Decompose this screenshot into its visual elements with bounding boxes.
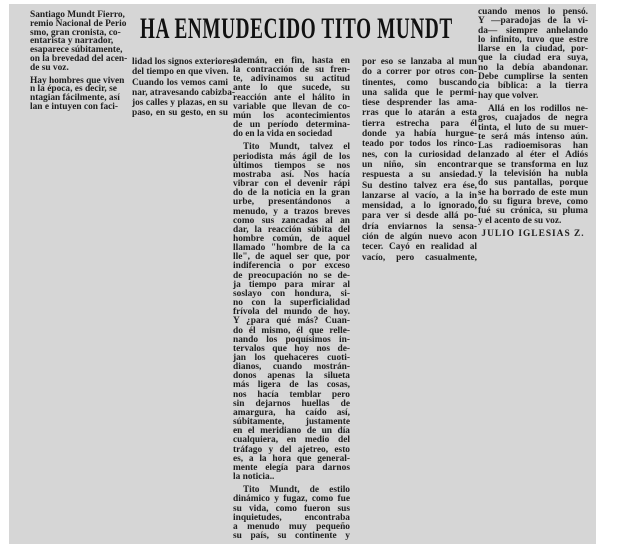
text-line: mente elegía para darnos [233, 462, 350, 473]
text-line: llamado "hombre de la ca [233, 243, 350, 254]
text-line: jos calles y plazas, en su [132, 98, 228, 109]
paragraph [30, 10, 128, 73]
text-line: se ha borrado de este mun [478, 187, 588, 198]
text-line: Cuando los vemos cami [132, 77, 228, 88]
text-line: cuando menos lo pensó. [478, 7, 588, 17]
text-line: entarista y narrador, [30, 36, 114, 47]
text-line: lanzado al éter el Adiós [478, 150, 588, 161]
text-line: hay que volver. [478, 90, 539, 101]
paragraph [233, 57, 350, 139]
text-line: no la debía abandonar. [478, 62, 588, 73]
text-line: por eso se lanzaba al mun [362, 57, 477, 67]
text-line: on la brevedad del acen- [30, 53, 128, 64]
text-line: tráfago y del ajetreo, esto [233, 444, 350, 455]
text-line: inquietudes, encontraba [233, 512, 350, 523]
text-line: Debe cumplirse la senten [478, 72, 588, 83]
paragraph [478, 105, 588, 226]
text-line: en el meridiano de un día [233, 426, 350, 437]
text-line: Y —paradojas de la vi- [478, 16, 588, 27]
text-line: esaparece súbitamente, [30, 45, 123, 56]
text-line: frívola del mundo de hoy. [233, 307, 350, 318]
text-line: Tito Mundt, talvez el [243, 142, 350, 153]
text-line: lanzarse al vacío, a la in [362, 190, 477, 201]
text-line: ja tiempo para mirar al [233, 279, 350, 290]
text-line: ademán, en fin, hasta en [233, 56, 350, 66]
text-line: gros, cuajados de negra [478, 113, 588, 124]
text-line: periodista más ágil de los [233, 151, 350, 162]
text-line: jan los quehaceres cuoti- [233, 353, 350, 363]
text-line: un niño, sin encontrar [362, 159, 477, 170]
text-line: es, a la hora que general- [233, 453, 350, 464]
text-line: Hay hombres que viven [30, 75, 125, 86]
text-line: hombre común, de aquel [233, 233, 350, 244]
paragraph [30, 75, 125, 112]
headline-text: HA ENMUDECIDO TITO MUNDT [140, 12, 453, 45]
text-line: lidad los signos exteriores [132, 57, 235, 67]
text-line: donos apenas la silueta [233, 371, 350, 382]
column-4 [362, 57, 477, 267]
text-line: te será más intenso aún. [478, 131, 588, 142]
text-line: mún los acontecimientos [233, 110, 350, 121]
text-line: te, adivinamos su actitud [233, 74, 350, 85]
text-line: que la ciudad era suya, [478, 53, 588, 64]
text-line: Las radioemisoras han [478, 141, 588, 152]
text-line: teado por todos los rinco- [362, 139, 477, 150]
text-line: Tito Mundt, de estilo [243, 485, 350, 496]
text-line: remio Nacional de Perio [30, 18, 127, 29]
text-line: ntagian fácilmente, así [30, 93, 120, 104]
text-line: de preocupación no se de- [233, 270, 350, 281]
text-line: llarse en la ciudad, por- [478, 44, 588, 55]
text-line: do a correr por otros con- [362, 67, 477, 78]
text-line: vibrar con el devenir rápi [233, 179, 350, 190]
paragraph [233, 486, 350, 541]
text-line: su vida, como fueron sus [233, 503, 350, 514]
paragraph [132, 57, 236, 119]
text-line: dianos, cuando mostrán- [233, 362, 350, 373]
paragraph [362, 57, 477, 263]
text-line: del tiempo en que viven. [132, 67, 229, 78]
text-line: ante lo que sucede, su [233, 83, 350, 94]
text-line: donde ya había hurgue- [362, 129, 477, 140]
text-line: indiferencia o por exceso [233, 261, 350, 272]
text-line: Allá en los rodillos ne- [488, 103, 588, 114]
text-line: dría enviarnos la sensa- [362, 221, 477, 232]
column-2 [132, 57, 236, 123]
text-line: soslayo con hondura, si- [233, 288, 350, 299]
text-line: do sus pantallas, porque [478, 178, 588, 189]
text-line: da— siempre anhelando [478, 25, 588, 36]
text-line: nes, con la curiosidad de [362, 149, 477, 160]
text-line: cia bíblica: a la tierra [478, 81, 588, 92]
text-line: do él mismo, él que relle- [233, 325, 350, 336]
text-line: de su voz. [30, 62, 69, 73]
text-line: Su destino talvez era ése, [362, 180, 477, 191]
text-line: no con la superficialidad [233, 298, 350, 309]
text-line: a menudo muy pequeño [233, 521, 350, 532]
text-line: smo, gran cronista, co- [30, 27, 121, 38]
text-line: la noticia.. [233, 472, 275, 483]
text-line: últimos tiempos se nos [233, 160, 350, 171]
column-5 [478, 8, 588, 239]
author-signature: JULIO IGLESIAS Z. [481, 228, 585, 239]
text-line: tiese desprender las ama- [362, 98, 477, 109]
text-line: tinentes, como buscando [362, 77, 477, 88]
text-line: menudo, y a trazos breves [233, 206, 350, 217]
text-line: dar, la reacción súbita del [233, 224, 350, 235]
text-line: Santiago Mundt Fierro, [30, 10, 125, 20]
text-line: cualquiera, en medio del [233, 435, 350, 446]
text-line: variable que llevan de co- [233, 101, 350, 112]
text-line: Y ¿para qué más? Cuan- [233, 316, 350, 327]
text-line: de un período determina- [233, 120, 350, 131]
text-line: paso, en su gesto, en su [132, 108, 228, 119]
text-line: sin dejarnos huellas de [233, 398, 350, 409]
text-line: que se transforma en luz [478, 159, 588, 170]
text-line: mostraba así. Nos hacía [233, 169, 350, 180]
text-line: su país, su continente y [233, 530, 350, 541]
column-3 [233, 57, 350, 545]
text-line: rras que lo atarán a esta [362, 108, 477, 119]
text-line: nar, atravesando cabizba- [132, 87, 236, 98]
text-line: y el acento de su voz. [478, 215, 562, 226]
paragraph [233, 143, 350, 482]
text-line: amargura, ha caído así, [233, 407, 350, 418]
text-line: do su figura breve, como [478, 196, 588, 207]
text-line: nando los poquísimos in- [233, 334, 350, 345]
text-line: tecer. Cayó en realidad al [362, 242, 477, 253]
text-line: para ver si desde allá po- [362, 211, 477, 222]
text-line: y la televisión ha nubla [478, 169, 588, 180]
text-line: urbe, presentándonos a [233, 197, 350, 208]
headline [140, 12, 453, 48]
text-line: fué su crónica, su pluma [478, 206, 588, 217]
text-line: la contracción de su fren- [233, 65, 350, 76]
text-line: nos hacía temblar pero [233, 389, 350, 400]
text-line: do de la noticia en la gran [233, 188, 350, 199]
text-line: tervalos que hoy nos de- [233, 343, 350, 354]
text-line: súbitamente, justamente [233, 417, 350, 428]
text-line: do en la vida en sociedad [233, 129, 333, 140]
text-line: n la época, es decir, se [30, 84, 117, 95]
text-line: mensidad, a lo ignorado, [362, 201, 477, 212]
text-line: tierra estrecha para él [362, 118, 477, 129]
text-line: lan e intuyen con faci- [30, 101, 119, 112]
text-line: tinta, el luto de su muer- [478, 122, 588, 133]
text-line: lle", de aquel ser que, por [233, 252, 350, 263]
text-line: respuesta a su ansiedad. [362, 170, 477, 181]
text-line: ción de algún nuevo acon [362, 232, 477, 243]
column-1 [30, 10, 128, 116]
paragraph [478, 8, 588, 101]
text-line: lo infinito, tuvo que estre [478, 34, 588, 45]
text-line: dinámico y fugaz, como fue [233, 494, 350, 505]
text-line: una salida que le permi- [362, 87, 477, 98]
text-line: como sus zancadas al an [233, 215, 350, 226]
text-line: vacío, pero casualmente, [362, 252, 477, 263]
text-line: reacción ante el hálito in [233, 92, 350, 103]
text-line: más ligera de las cosas, [233, 380, 350, 391]
